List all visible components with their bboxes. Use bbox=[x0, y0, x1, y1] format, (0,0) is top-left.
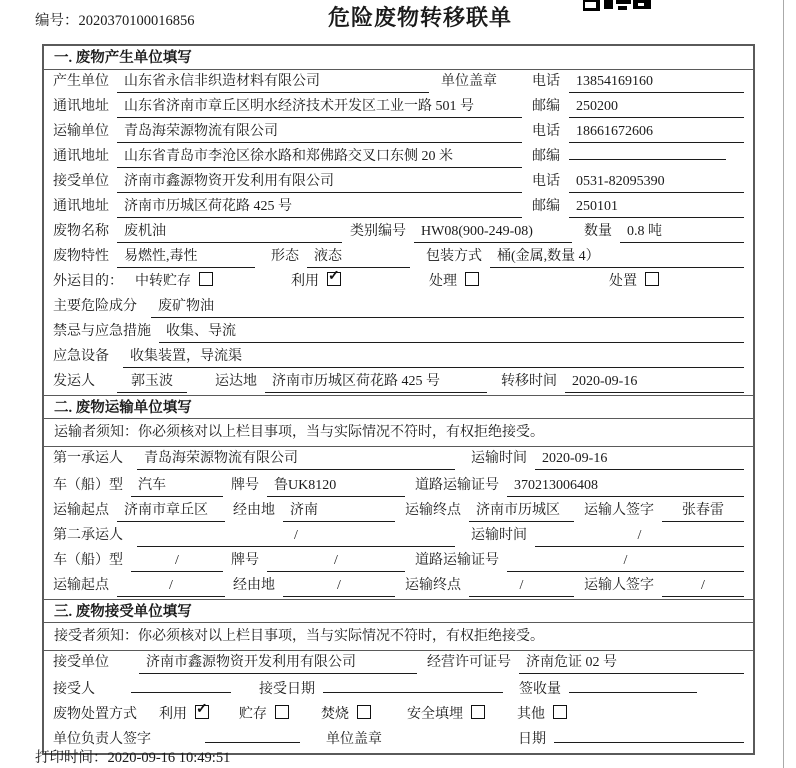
zip-label: 邮编 bbox=[532, 149, 560, 164]
acceptor-value bbox=[131, 692, 231, 693]
print-time bbox=[35, 746, 230, 767]
disposal-option-label: 利用 bbox=[159, 707, 187, 722]
unit-seal-label: 单位盖章 bbox=[326, 732, 382, 747]
purpose-option-label: 处理 bbox=[429, 274, 457, 289]
transport-purpose-row bbox=[44, 270, 753, 295]
vehicle-type2-value: / bbox=[131, 550, 223, 572]
purpose-option-use bbox=[291, 271, 341, 292]
accept-date-label: 接受日期 bbox=[259, 682, 315, 697]
hazard-component-row bbox=[44, 295, 753, 320]
endpoint-label: 运输终点 bbox=[405, 503, 461, 518]
page-title: 危险废物转移联单 bbox=[328, 5, 513, 30]
equipment-label: 应急设备 bbox=[53, 349, 109, 364]
packing-label: 包装方式 bbox=[426, 249, 482, 264]
license-value: 济南危证 02 号 bbox=[519, 652, 744, 674]
dispose-checkbox bbox=[645, 272, 659, 286]
phone-label: 电话 bbox=[532, 74, 560, 89]
origin-label: 运输起点 bbox=[53, 578, 109, 593]
second-vehicle-row bbox=[44, 549, 753, 574]
disposal-option-label: 安全填埋 bbox=[407, 707, 463, 722]
origin-label: 运输起点 bbox=[53, 503, 109, 518]
use-checkbox bbox=[327, 272, 341, 286]
accept-unit-label: 接受单位 bbox=[53, 655, 109, 670]
receiver-row bbox=[44, 170, 753, 195]
endpoint2-value: / bbox=[469, 575, 574, 597]
producer-phone-value: 13854169160 bbox=[569, 71, 744, 93]
disposal-method-label: 废物处置方式 bbox=[53, 707, 137, 722]
purpose-option-treat bbox=[429, 271, 479, 292]
serial-label: 编号： bbox=[35, 13, 79, 29]
other-checkbox bbox=[553, 705, 567, 719]
hazard-label: 主要危险成分 bbox=[53, 299, 137, 314]
form-label: 形态 bbox=[271, 249, 299, 264]
producer-zip-value: 250200 bbox=[569, 96, 744, 118]
producer-row bbox=[44, 70, 753, 95]
serial-number bbox=[35, 9, 195, 30]
disposal-option-landfill bbox=[407, 704, 485, 725]
emergency-equipment-row bbox=[44, 345, 753, 370]
category-value: HW08(900-249-08) bbox=[414, 221, 572, 243]
use-checkbox bbox=[195, 705, 209, 719]
form-value: 液态 bbox=[307, 246, 410, 268]
receiver-zip-value: 250101 bbox=[569, 196, 744, 218]
vehicle-type-label: 车（船）型 bbox=[53, 478, 123, 493]
chief-sign-label: 单位负责人签字 bbox=[53, 732, 151, 747]
burn-checkbox bbox=[357, 705, 371, 719]
zip-label: 邮编 bbox=[532, 199, 560, 214]
transfer-date-label: 转移时间 bbox=[501, 374, 557, 389]
store-checkbox bbox=[275, 705, 289, 719]
disposal-option-burn bbox=[321, 704, 371, 725]
endpoint-label: 运输终点 bbox=[405, 578, 461, 593]
receiver-notice: 接受者须知：你必须核对以上栏目事项，当与实际情况不符时，有权拒绝接受。 bbox=[44, 623, 753, 651]
waste-name-label: 废物名称 bbox=[53, 224, 109, 239]
transfer-form-table bbox=[42, 44, 755, 755]
landfill-checkbox bbox=[471, 705, 485, 719]
scan-page-edge bbox=[783, 0, 784, 768]
waste-character-value: 易燃性,毒性 bbox=[117, 246, 255, 268]
via-value: 济南 bbox=[283, 500, 395, 522]
plate2-value: / bbox=[267, 550, 405, 572]
address-label: 通讯地址 bbox=[53, 199, 109, 214]
via2-value: / bbox=[283, 575, 395, 597]
quantity-value: 0.8 吨 bbox=[620, 221, 744, 243]
transporter-row bbox=[44, 120, 753, 145]
print-time-value: 2020-09-16 10:49:51 bbox=[107, 750, 231, 766]
packing-value: 桶(金属,数量 4） bbox=[490, 246, 744, 268]
carrier-sign-label: 运输人签字 bbox=[584, 503, 654, 518]
plate-label: 牌号 bbox=[231, 478, 259, 493]
carrier-sign2-value: / bbox=[662, 575, 744, 597]
treat-checkbox bbox=[465, 272, 479, 286]
date-label: 日期 bbox=[518, 732, 546, 747]
first-carrier-value: 青岛海荣源物流有限公司 bbox=[137, 448, 455, 470]
acceptor-row bbox=[44, 678, 753, 703]
hazard-value: 废矿物油 bbox=[151, 296, 744, 318]
taboo-value: 收集、导流 bbox=[159, 321, 744, 343]
road-permit-label: 道路运输证号 bbox=[415, 553, 499, 568]
consignor-label: 发运人 bbox=[53, 374, 95, 389]
disposal-option-store bbox=[239, 704, 289, 725]
consignor-value: 郭玉波 bbox=[117, 371, 187, 393]
license-label: 经营许可证号 bbox=[427, 655, 511, 670]
purpose-option-label: 利用 bbox=[291, 274, 319, 289]
purpose-option-storage bbox=[135, 271, 213, 292]
phone-label: 电话 bbox=[532, 124, 560, 139]
disposal-option-use bbox=[159, 704, 209, 725]
waste-name-row bbox=[44, 220, 753, 245]
transport-time2-value: / bbox=[535, 525, 744, 547]
phone-label: 电话 bbox=[532, 174, 560, 189]
transporter-phone-value: 18661672606 bbox=[569, 121, 744, 143]
accept-date-value bbox=[323, 692, 503, 693]
disposal-option-label: 贮存 bbox=[239, 707, 267, 722]
transport-time-label: 运输时间 bbox=[471, 451, 527, 466]
quantity-label: 数量 bbox=[584, 224, 612, 239]
purpose-label: 外运目的： bbox=[53, 274, 123, 289]
second-carrier-label: 第二承运人 bbox=[53, 528, 123, 543]
second-route-row bbox=[44, 574, 753, 599]
transport-time-value: 2020-09-16 bbox=[535, 448, 744, 470]
category-label: 类别编号 bbox=[350, 224, 406, 239]
first-carrier-label: 第一承运人 bbox=[53, 451, 123, 466]
disposal-option-label: 焚烧 bbox=[321, 707, 349, 722]
transporter-value: 青岛海荣源物流有限公司 bbox=[117, 121, 522, 143]
serial-value: 2020370100016856 bbox=[78, 13, 195, 29]
producer-address-row bbox=[44, 95, 753, 120]
via-label: 经由地 bbox=[233, 578, 275, 593]
sign-qty-value bbox=[569, 692, 697, 693]
taboo-measures-row bbox=[44, 320, 753, 345]
waste-name-value: 废机油 bbox=[117, 221, 342, 243]
receiver-value: 济南市鑫源物资开发利用有限公司 bbox=[117, 171, 522, 193]
origin2-value: / bbox=[117, 575, 225, 597]
purpose-option-dispose bbox=[609, 271, 659, 292]
storage-checkbox bbox=[199, 272, 213, 286]
chief-sign-value bbox=[205, 742, 300, 743]
sign-qty-label: 签收量 bbox=[519, 682, 561, 697]
unit-seal-label: 单位盖章 bbox=[441, 74, 497, 89]
origin-value: 济南市章丘区 bbox=[117, 500, 225, 522]
transport-time-label: 运输时间 bbox=[471, 528, 527, 543]
date-value bbox=[554, 742, 744, 743]
transporter-label: 运输单位 bbox=[53, 124, 109, 139]
purpose-option-label: 处置 bbox=[609, 274, 637, 289]
carrier-notice: 运输者须知：你必须核对以上栏目事项，当与实际情况不符时，有权拒绝接受。 bbox=[44, 419, 753, 447]
destination-value: 济南市历城区荷花路 425 号 bbox=[265, 371, 487, 393]
first-carrier-row bbox=[44, 447, 753, 474]
road-permit-label: 道路运输证号 bbox=[415, 478, 499, 493]
waste-character-label: 废物特性 bbox=[53, 249, 109, 264]
disposal-option-label: 其他 bbox=[517, 707, 545, 722]
transfer-date-value: 2020-09-16 bbox=[565, 371, 744, 393]
first-vehicle-row bbox=[44, 474, 753, 499]
receiver-label: 接受单位 bbox=[53, 174, 109, 189]
address-label: 通讯地址 bbox=[53, 149, 109, 164]
consignor-row bbox=[44, 370, 753, 395]
plate-label: 牌号 bbox=[231, 553, 259, 568]
via-label: 经由地 bbox=[233, 503, 275, 518]
print-time-label: 打印时间： bbox=[35, 750, 108, 766]
road-permit-value: 370213006408 bbox=[507, 475, 744, 497]
transporter-address-value: 山东省青岛市李沧区徐水路和郑佛路交叉口东侧 20 米 bbox=[117, 146, 522, 168]
section-2-header: 二. 废物运输单位填写 bbox=[44, 395, 753, 419]
producer-label: 产生单位 bbox=[53, 74, 109, 89]
destination-label: 运达地 bbox=[215, 374, 257, 389]
disposal-option-other bbox=[517, 704, 567, 725]
receiver-phone-value: 0531-82095390 bbox=[569, 171, 744, 193]
equipment-value: 收集装置，导流渠 bbox=[123, 346, 744, 368]
producer-address-value: 山东省济南市章丘区明水经济技术开发区工业一路 501 号 bbox=[117, 96, 522, 118]
vehicle-type-label: 车（船）型 bbox=[53, 553, 123, 568]
disposal-method-row bbox=[44, 703, 753, 728]
endpoint-value: 济南市历城区 bbox=[469, 500, 574, 522]
carrier-sign-value: 张春雷 bbox=[662, 500, 744, 522]
plate-value: 鲁UK8120 bbox=[267, 475, 405, 497]
second-carrier-value: / bbox=[137, 525, 455, 547]
first-route-row bbox=[44, 499, 753, 524]
purpose-option-label: 中转贮存 bbox=[135, 274, 191, 289]
carrier-sign-label: 运输人签字 bbox=[584, 578, 654, 593]
accept-unit-value: 济南市鑫源物资开发利用有限公司 bbox=[139, 652, 417, 674]
receiver-address-row bbox=[44, 195, 753, 220]
accept-unit-row bbox=[44, 651, 753, 678]
transporter-address-row bbox=[44, 145, 753, 170]
qr-code-fragment bbox=[583, 0, 651, 11]
section-3-header: 三. 废物接受单位填写 bbox=[44, 599, 753, 623]
receiver-address-value: 济南市历城区荷花路 425 号 bbox=[117, 196, 522, 218]
road-permit2-value: / bbox=[507, 550, 744, 572]
transporter-zip-value bbox=[569, 159, 726, 160]
acceptor-label: 接受人 bbox=[53, 682, 95, 697]
section-1-header: 一. 废物产生单位填写 bbox=[44, 46, 753, 70]
address-label: 通讯地址 bbox=[53, 99, 109, 114]
zip-label: 邮编 bbox=[532, 99, 560, 114]
vehicle-type-value: 汽车 bbox=[131, 475, 223, 497]
second-carrier-row bbox=[44, 524, 753, 549]
producer-value: 山东省永信非织造材料有限公司 bbox=[117, 71, 429, 93]
waste-character-row bbox=[44, 245, 753, 270]
taboo-label: 禁忌与应急措施 bbox=[53, 324, 151, 339]
